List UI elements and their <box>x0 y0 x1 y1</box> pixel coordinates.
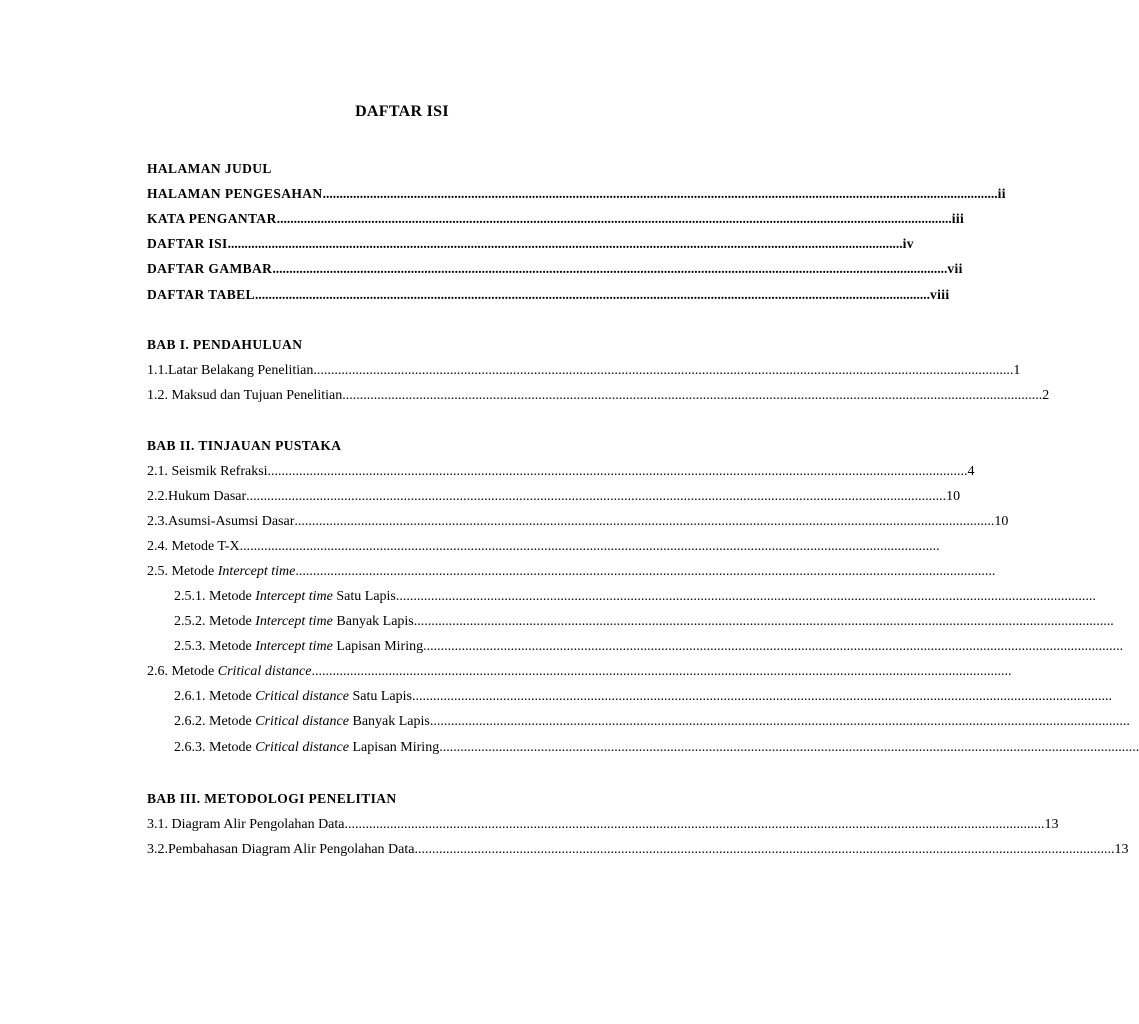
dot-leader: ........................................................................................................................................................................................................ <box>246 489 947 504</box>
dot-leader: ........................................................................................................................................................................................................ <box>342 388 1043 403</box>
toc-page-number: viii <box>929 287 950 302</box>
toc-page-number: 1 <box>1013 363 1021 378</box>
toc-entry <box>147 360 1021 380</box>
toc-entry-label: DAFTAR GAMBAR <box>147 261 273 276</box>
toc-entry-label: KATA PENGANTAR <box>147 211 277 226</box>
toc-subentry <box>174 686 1112 706</box>
dot-leader: ........................................................................................................................................................................................................ <box>395 589 1096 604</box>
toc-page-number: 13 <box>1114 842 1129 857</box>
toc-subentry <box>174 611 1114 631</box>
dot-leader: ........................................................................................................................................................................................................ <box>413 614 1114 629</box>
toc-entry-label: HALAMAN PENGESAHAN <box>147 186 323 201</box>
toc-entry-kata-pengantar <box>147 208 965 228</box>
toc-entry-label: 2.6.1. Metode Critical distance Satu Lapis <box>174 689 412 704</box>
dot-leader: ........................................................................................................................................................................................................ <box>414 842 1115 857</box>
toc-page-number: iv <box>902 236 914 251</box>
toc-entry-label: HALAMAN JUDUL <box>147 161 272 176</box>
toc-entry-label: DAFTAR ISI <box>147 236 228 251</box>
dot-leader: ........................................................................................................................................................................................................ <box>254 287 930 302</box>
dot-leader: ........................................................................................................................................................................................................ <box>322 186 998 201</box>
toc-entry-label: 3.1. Diagram Alir Pengolahan Data <box>147 817 345 832</box>
toc-entry-label: 1.2. Maksud dan Tujuan Penelitian <box>147 388 343 403</box>
toc-entry-daftar-isi <box>147 233 914 253</box>
toc-page-number: vii <box>947 261 963 276</box>
toc-entry-daftar-tabel <box>147 284 950 304</box>
chapter-heading: BAB III. METODOLOGI PENELITIAN <box>147 791 397 806</box>
page-title: DAFTAR ISI <box>355 103 449 120</box>
dot-leader: ........................................................................................................................................................................................................ <box>267 464 968 479</box>
toc-entry-halaman-judul <box>147 158 629 178</box>
toc-entry-daftar-gambar <box>147 258 963 278</box>
toc-entry <box>147 385 1050 405</box>
toc-entry-label: 2.2.Hukum Dasar <box>147 489 247 504</box>
toc-entry <box>147 536 940 556</box>
toc-entry <box>147 511 1009 531</box>
toc-entry-halaman-pengesahan <box>147 183 1006 203</box>
toc-page-number: 10 <box>994 514 1009 529</box>
toc-entry-label: 2.5. Metode Intercept time <box>147 564 296 579</box>
dot-leader: ........................................................................................................................................................................................................ <box>227 236 903 251</box>
toc-entry-label: 2.5.2. Metode Intercept time Banyak Lapis <box>174 614 414 629</box>
toc-entry <box>147 814 1059 834</box>
toc-entry-label: 2.5.3. Metode Intercept time Lapisan Miring <box>174 639 424 654</box>
toc-entry-label: 2.6. Metode Critical distance <box>147 664 312 679</box>
toc-entry-label: 3.2.Pembahasan Diagram Alir Pengolahan Data <box>147 842 415 857</box>
toc-entry-label: 2.6.3. Metode Critical distance Lapisan Miring <box>174 740 440 755</box>
dot-leader: ........................................................................................................................................................................................................ <box>439 740 1139 755</box>
chapter-heading: BAB II. TINJAUAN PUSTAKA <box>147 438 342 453</box>
toc-subentry <box>174 586 1096 606</box>
dot-leader: ........................................................................................................................................................................................................ <box>423 639 1124 654</box>
toc-entry-label: DAFTAR TABEL <box>147 287 255 302</box>
dot-leader: ........................................................................................................................................................................................................ <box>276 211 952 226</box>
toc-entry <box>147 839 1129 859</box>
toc-entry-label: 1.1.Latar Belakang Penelitian <box>147 363 314 378</box>
toc-page-number: ii <box>997 186 1006 201</box>
toc-entry-label: 2.6.2. Metode Critical distance Banyak Lapis <box>174 714 430 729</box>
dot-leader: ........................................................................................................................................................................................................ <box>344 817 1045 832</box>
dot-leader: ........................................................................................................................................................................................................ <box>311 664 1012 679</box>
toc-subentry <box>174 636 1124 656</box>
toc-entry-label: 2.5.1. Metode Intercept time Satu Lapis <box>174 589 396 604</box>
toc-entry <box>147 486 961 506</box>
dot-leader: ........................................................................................................................................................................................................ <box>239 539 940 554</box>
toc-entry <box>147 461 975 481</box>
dot-leader: ........................................................................................................................................................................................................ <box>294 514 995 529</box>
toc-page-number: 13 <box>1044 817 1059 832</box>
dot-leader: ........................................................................................................................................................................................................ <box>429 714 1130 729</box>
toc-page-number: 4 <box>967 464 975 479</box>
dot-leader: ........................................................................................................................................................................................................ <box>272 261 948 276</box>
toc-entry-label: 2.3.Asumsi-Asumsi Dasar <box>147 514 295 529</box>
toc-entry <box>147 561 996 581</box>
toc-entry-label: 2.1. Seismik Refraksi <box>147 464 268 479</box>
dot-leader: ........................................................................................................................................................................................................ <box>411 689 1112 704</box>
toc-subentry <box>174 737 1139 757</box>
toc-page-number: iii <box>951 211 965 226</box>
toc-page-number: 10 <box>946 489 961 504</box>
toc-subentry <box>174 711 1130 731</box>
dot-leader: ........................................................................................................................................................................................................ <box>313 363 1014 378</box>
chapter-heading: BAB I. PENDAHULUAN <box>147 337 303 352</box>
toc-entry-label: 2.4. Metode T-X <box>147 539 240 554</box>
toc-entry <box>147 661 1012 681</box>
dot-leader: ........................................................................................................................................................................................................ <box>295 564 996 579</box>
toc-page-number: 2 <box>1042 388 1050 403</box>
